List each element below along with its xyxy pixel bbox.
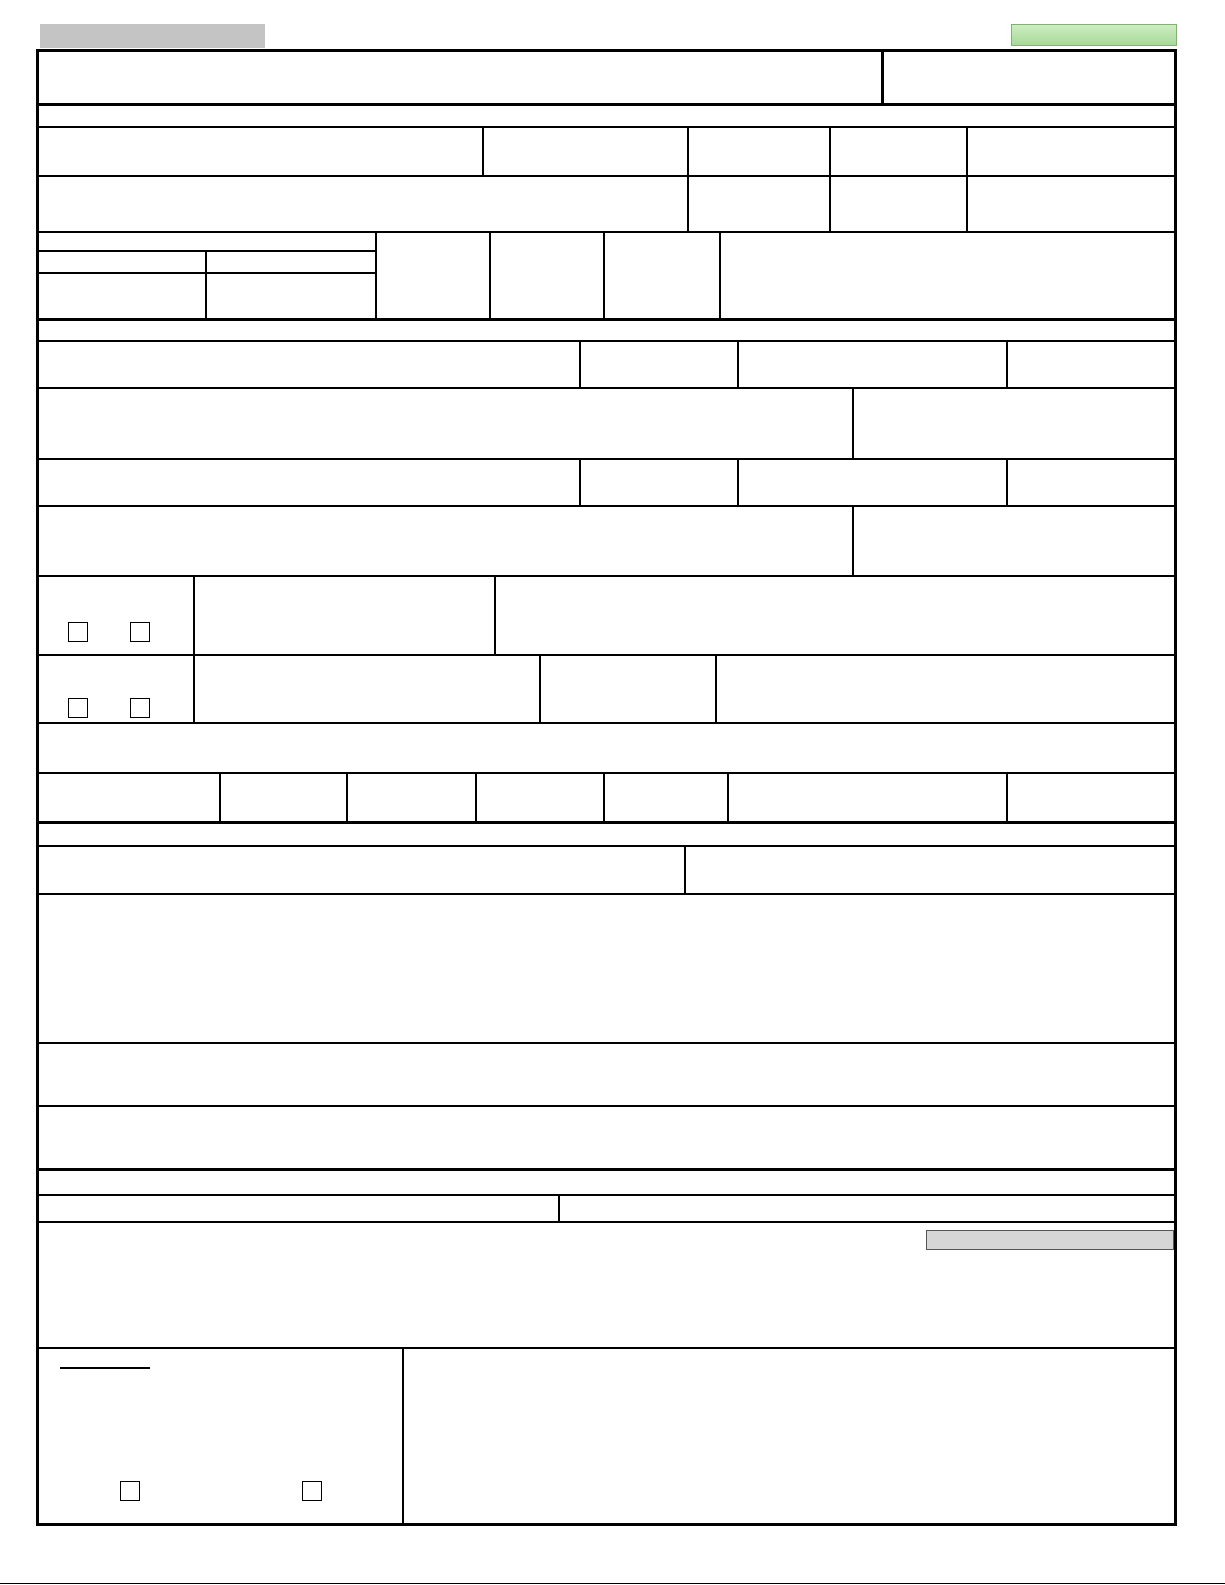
row-rule [37,1105,1176,1107]
divider [494,575,496,655]
row-rule [37,1194,1176,1196]
divider [719,231,721,319]
checkbox-no-2[interactable] [130,698,150,718]
divider [737,340,739,388]
row-rule [37,1042,1176,1044]
checkbox-option-a[interactable] [120,1481,140,1501]
divider [219,772,221,822]
reset-button[interactable] [926,1230,1174,1250]
divider [737,458,739,506]
row-rule [37,272,376,274]
divider [402,1347,404,1525]
divider [727,772,729,822]
section-rule [37,821,1176,824]
frame-top [37,49,1176,52]
divider [1006,340,1008,388]
divider [829,126,831,232]
checkbox-yes-2[interactable] [68,698,88,718]
divider [684,845,686,895]
checkbox-option-b[interactable] [302,1481,322,1501]
section-rule [37,318,1176,321]
divider [881,49,884,105]
row-rule [37,893,1176,895]
divider [579,458,581,506]
divider [539,654,541,723]
divider [687,126,689,232]
frame-left [36,49,39,1526]
row-rule [37,126,1176,128]
submit-button[interactable] [1011,24,1177,46]
divider [193,575,195,723]
row-rule [37,175,1176,177]
divider [558,1194,560,1223]
divider [852,505,854,577]
row-rule [37,575,1176,577]
row-rule [37,387,1176,389]
section-rule [37,1168,1176,1171]
divider [489,231,491,319]
divider [715,654,717,723]
divider [205,250,207,319]
divider [475,772,477,822]
divider [346,772,348,822]
divider [375,231,377,319]
row-rule [37,505,1176,507]
row-rule [37,1221,1176,1223]
heading-underline [60,1367,150,1369]
row-rule [37,1347,1176,1349]
row-rule [37,845,1176,847]
row-rule [37,231,1176,233]
section-rule [37,103,1176,106]
frame-right [1174,49,1177,1526]
divider [579,340,581,388]
divider [852,387,854,459]
divider [482,126,484,176]
frame-bottom [37,1523,1176,1526]
divider [1006,458,1008,506]
print-button[interactable] [40,24,265,48]
checkbox-no-1[interactable] [130,622,150,642]
checkbox-yes-1[interactable] [68,622,88,642]
divider [1006,772,1008,822]
divider [966,126,968,232]
row-rule [37,722,1176,724]
page-bottom-rule [0,1583,1225,1584]
divider [603,231,605,319]
row-rule [37,654,1176,656]
divider [603,772,605,822]
